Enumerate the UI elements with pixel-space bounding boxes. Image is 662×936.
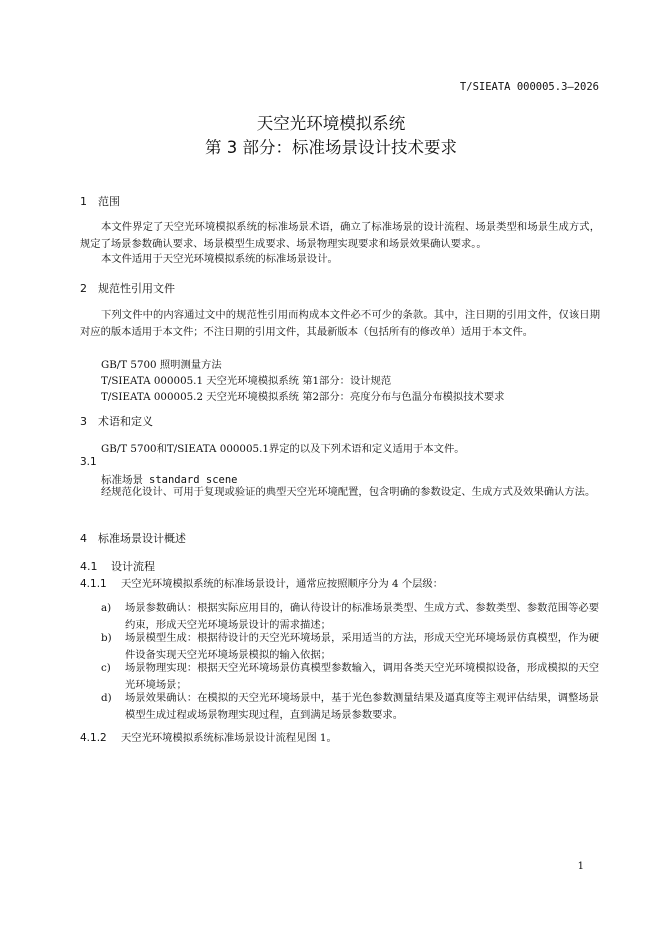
normative-paragraph: 下列文件中的内容通过文中的规范性引用而构成本文件必不可少的条款。其中，注日期的引用文件，仅该日期对应的版本适用于本文件；不注日期的引用文件，其最新版本（包括所有的修改单）适用于本文件。 — [80, 309, 600, 338]
term-zh: 标准场景 — [101, 474, 143, 486]
section-heading-normative — [80, 280, 175, 296]
section-title: 术语和定义 — [98, 415, 153, 428]
reference-item: GB/T 5700 照明测量方法 — [101, 359, 222, 371]
clause-number: 4.1.1 — [80, 578, 107, 590]
list-marker: c) — [101, 662, 111, 674]
document-title: 天空光环境模拟系统 — [256, 114, 406, 133]
list-text: 场景模型生成：根据待设计的天空光环境场景，采用适当的方法，形成天空光环境场景仿真模型，作为硬件设备实现天空光环境场景模拟的输入依据； — [125, 632, 599, 661]
list-item — [101, 660, 599, 693]
standard-number: T/SIEATA 000005.3—2026 — [459, 81, 599, 93]
clause-number: 4.1.2 — [80, 732, 107, 744]
list-text: 场景参数确认：根据实际应用目的，确认待设计的标准场景类型、生成方式、参数类型、参数范围等必要约束，形成天空光环境场景设计的需求描述； — [125, 602, 599, 631]
list-text: 场景物理实现：根据天空光环境场景仿真模型参数输入，调用各类天空光环境模拟设备，形成模拟的天空光环境场景； — [125, 662, 599, 691]
section-heading-scope — [80, 193, 120, 209]
reference-item: T/SIEATA 000005.1 天空光环境模拟系统 第1部分：设计规范 — [101, 375, 392, 387]
section-heading-overview — [80, 530, 186, 546]
list-marker: d) — [101, 692, 112, 704]
page-number: 1 — [577, 861, 584, 872]
document-subtitle: 第 3 部分：标准场景设计技术要求 — [205, 138, 457, 157]
list-item — [101, 630, 599, 663]
term-definition: 经规范化设计、可用于复现或验证的典型天空光环境配置，包含明确的参数设定、生成方式及效果确认方法。 — [101, 486, 596, 498]
clause-text: 天空光环境模拟系统标准场景设计流程见图 1。 — [121, 732, 337, 744]
reference-item: T/SIEATA 000005.2 天空光环境模拟系统 第2部分：亮度分布与色温分布模拟技术要求 — [101, 391, 505, 403]
list-item — [101, 600, 599, 633]
list-marker: a) — [101, 602, 112, 614]
list-marker: b) — [101, 632, 112, 644]
list-item — [101, 690, 599, 723]
section-number: 3 — [80, 415, 87, 428]
list-text: 场景效果确认：在模拟的天空光环境场景中，基于光色参数测量结果及逼真度等主观评估结果，调整场景模型生成过程或场景物理实现过程，直到满足场景参数要求。 — [125, 692, 599, 721]
terms-intro: GB/T 5700和T/SIEATA 000005.1界定的以及下列术语和定义适用于本文件。 — [101, 443, 465, 455]
scope-paragraph-2: 本文件适用于天空光环境模拟系统的标准场景设计。 — [101, 253, 338, 265]
subsection-heading-design-flow — [80, 558, 155, 574]
section-number: 4 — [80, 532, 87, 545]
clause-text: 天空光环境模拟系统的标准场景设计，通常应按照顺序分为 4 个层级： — [121, 578, 444, 590]
subsection-number: 4.1 — [80, 560, 98, 573]
section-number: 1 — [80, 195, 87, 208]
subsection-title: 设计流程 — [111, 560, 155, 573]
clause-4-1-2 — [80, 730, 600, 747]
term-en: standard scene — [149, 474, 238, 486]
clause-4-1-1 — [80, 576, 600, 593]
section-title: 范围 — [98, 195, 120, 208]
section-title: 规范性引用文件 — [98, 282, 175, 295]
term-number: 3.1 — [80, 456, 97, 468]
section-heading-terms — [80, 413, 153, 429]
section-number: 2 — [80, 282, 87, 295]
scope-paragraph-1: 本文件界定了天空光环境模拟系统的标准场景术语，确立了标准场景的设计流程、场景类型和场景生成方式，规定了场景参数确认要求、场景模型生成要求、场景物理实现要求和场景效果确认要求。。 — [80, 221, 600, 250]
section-title: 标准场景设计概述 — [98, 532, 186, 545]
